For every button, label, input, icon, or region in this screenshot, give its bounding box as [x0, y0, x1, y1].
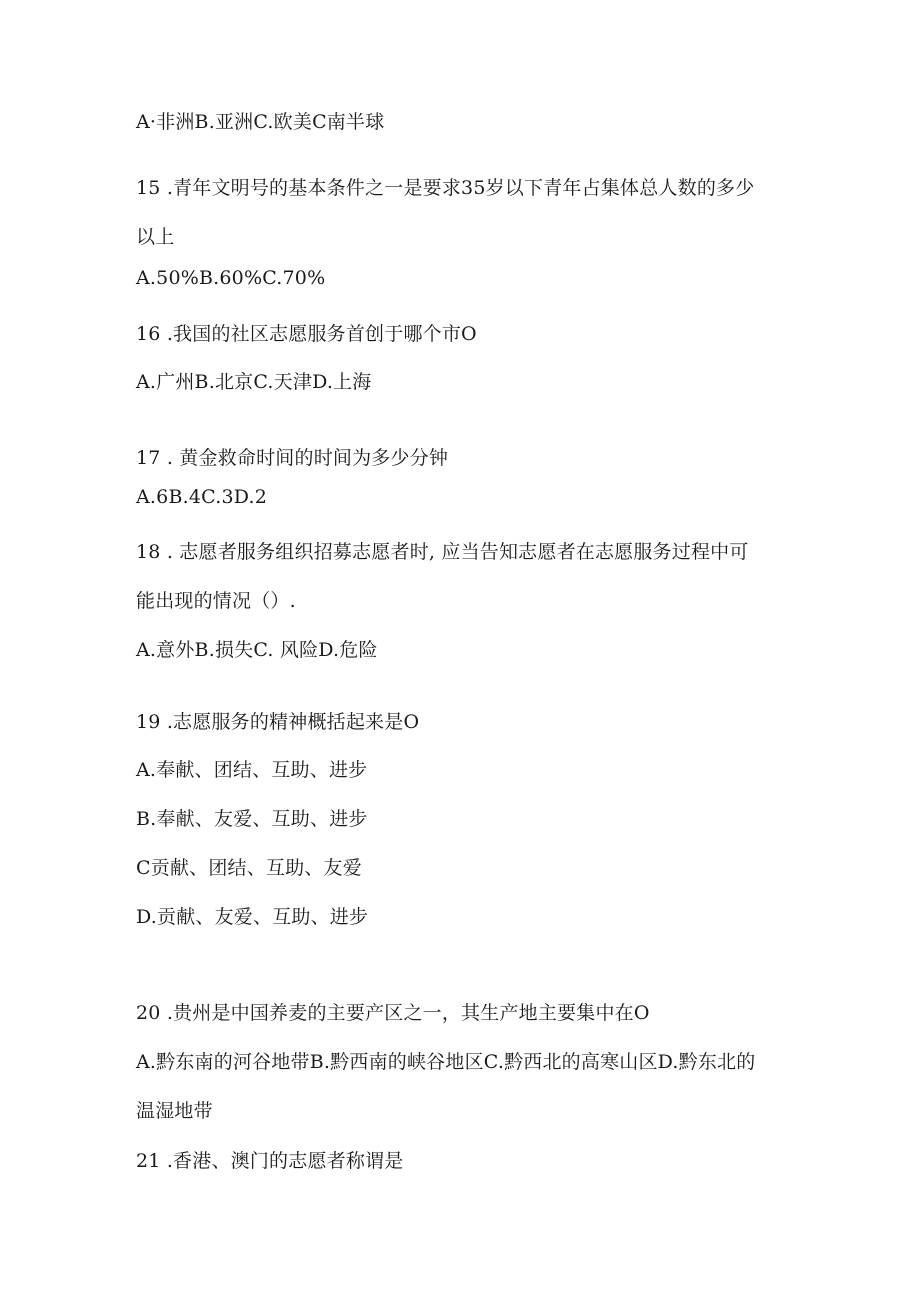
q17-question: 17 . 黄金救命时间的时间为多少分钟: [136, 447, 449, 469]
q20-question: 20 .贵州是中国养麦的主要产区之一，其生产地主要集中在O: [136, 1002, 650, 1024]
q21-question: 21 .香港、澳门的志愿者称谓是: [136, 1150, 404, 1172]
q18-options: A.意外B.损失C. 风险D.危险: [136, 639, 378, 661]
q19-option-a: A.奉献、团结、互助、进步: [136, 759, 368, 781]
q19-question: 19 .志愿服务的精神概括起来是O: [136, 711, 420, 733]
q16-options: A.广州B.北京C.天津D.上海: [136, 371, 372, 393]
q20-options: A.黔东南的河谷地带B.黔西南的峡谷地区C.黔西北的高寒山区D.黔东北的: [136, 1051, 756, 1073]
q14-options: A·非洲B.亚洲C.欧美C南半球: [136, 111, 385, 133]
q18-question-continued: 能出现的情况（）.: [136, 590, 296, 612]
q16-question: 16 .我国的社区志愿服务首创于哪个市O: [136, 323, 477, 345]
q19-option-c: C贡献、团结、互助、友爱: [136, 857, 362, 879]
q19-option-d: D.贡献、友爱、互助、进步: [136, 906, 369, 928]
q20-options-continued: 温湿地带: [136, 1100, 213, 1122]
q15-question: 15 .青年文明号的基本条件之一是要求35岁以下青年占集体总人数的多少: [136, 177, 755, 199]
q17-options: A.6B.4C.3D.2: [136, 486, 268, 508]
q18-question: 18 . 志愿者服务组织招募志愿者时, 应当告知志愿者在志愿服务过程中可: [136, 541, 749, 563]
q15-question-continued: 以上: [136, 226, 175, 248]
q19-option-b: B.奉献、友爱、互助、进步: [136, 808, 368, 830]
q15-options: A.50%B.60%C.70%: [136, 267, 326, 289]
